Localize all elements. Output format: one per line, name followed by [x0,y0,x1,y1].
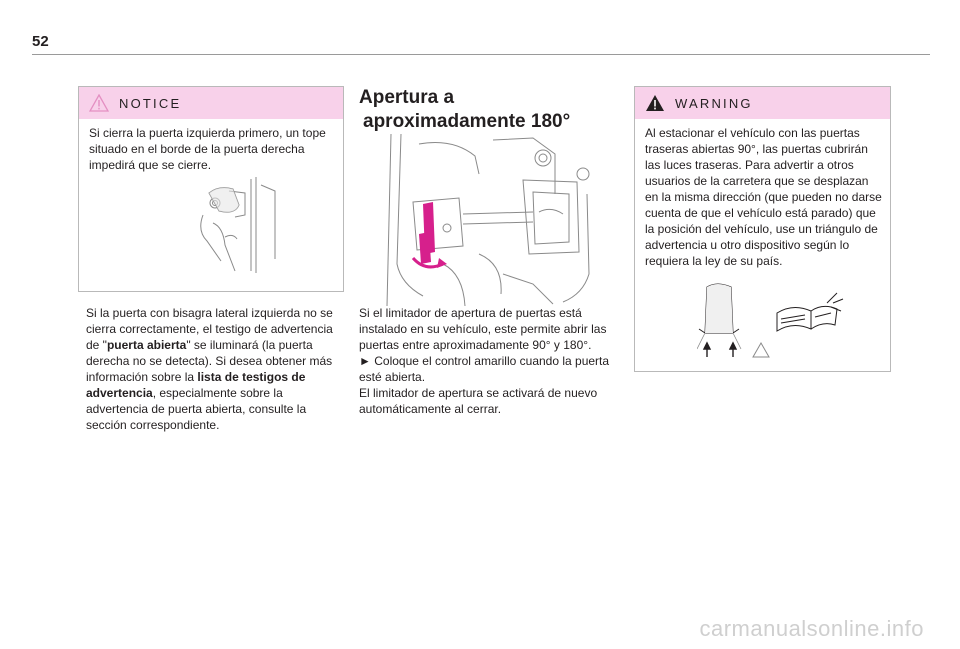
warning-box-header [635,87,890,119]
warning-triangle-icon [645,94,665,112]
section-heading [359,86,570,134]
left-body-part2: " se iluminará (la puerta derecha no se detecta). Si desea obtener más información sobre la [86,338,333,384]
middle-body-line1: Si el limitador de apertura de puertas está instalado en su vehículo, este permite abrir las puertas entre aproximadamente 90° y 180°. [359,306,607,352]
header-divider [32,54,930,55]
warning-title: WARNING [675,95,753,111]
caution-triangle-icon [89,94,109,112]
middle-body-text [359,305,621,417]
heading-line2: aproximadamente 180° [363,111,571,132]
warning-box [634,86,891,372]
left-body-bold1: puerta abierta [106,338,187,352]
middle-bullet-text: Coloque el control amarillo cuando la puerta esté abierta. [359,354,610,384]
notice-box-header [79,87,343,119]
left-body-part1: Si la puerta con bisagra lateral izquierda no se cierra correctamente, el testigo de advertencia de " [86,306,333,352]
door-stop-illustration [189,175,289,275]
page-number: 52 [32,33,49,50]
notice-text: Si cierra la puerta izquierda primero, un tope situado en el borde de la puerta derecha impedirá que se cierre. [89,126,326,172]
left-body-bold2: lista de testigos de advertencia [86,370,306,400]
left-body-text [86,305,348,433]
footer-watermark: carmanualsonline.info [699,616,924,641]
door-limiter-illustration [383,134,605,306]
parked-van-illustration [697,279,847,359]
notice-box [78,86,344,292]
bullet-arrow-icon: ► [359,354,371,368]
middle-bullet-row [359,353,621,385]
left-body-part3: , especialmente sobre la advertencia de puerta abierta, consulte la sección correspondiente. [86,386,307,432]
middle-body-line3: El limitador de apertura se activará de nuevo automáticamente al cerrar. [359,386,598,416]
heading-line1: Apertura a [359,87,455,108]
warning-text: Al estacionar el vehículo con las puertas traseras abiertas 90°, las puertas cubrirán las luces traseras. Para advertir a otros usuarios de la carretera que se desplazan en la misma dirección (que pueden no darse cuenta de que el vehículo está parado) que la posición del vehículo, use un triángulo de advertencia u otro dispositivo según lo requiera la ley de su país. [645,126,882,268]
notice-title: NOTICE [119,95,182,111]
